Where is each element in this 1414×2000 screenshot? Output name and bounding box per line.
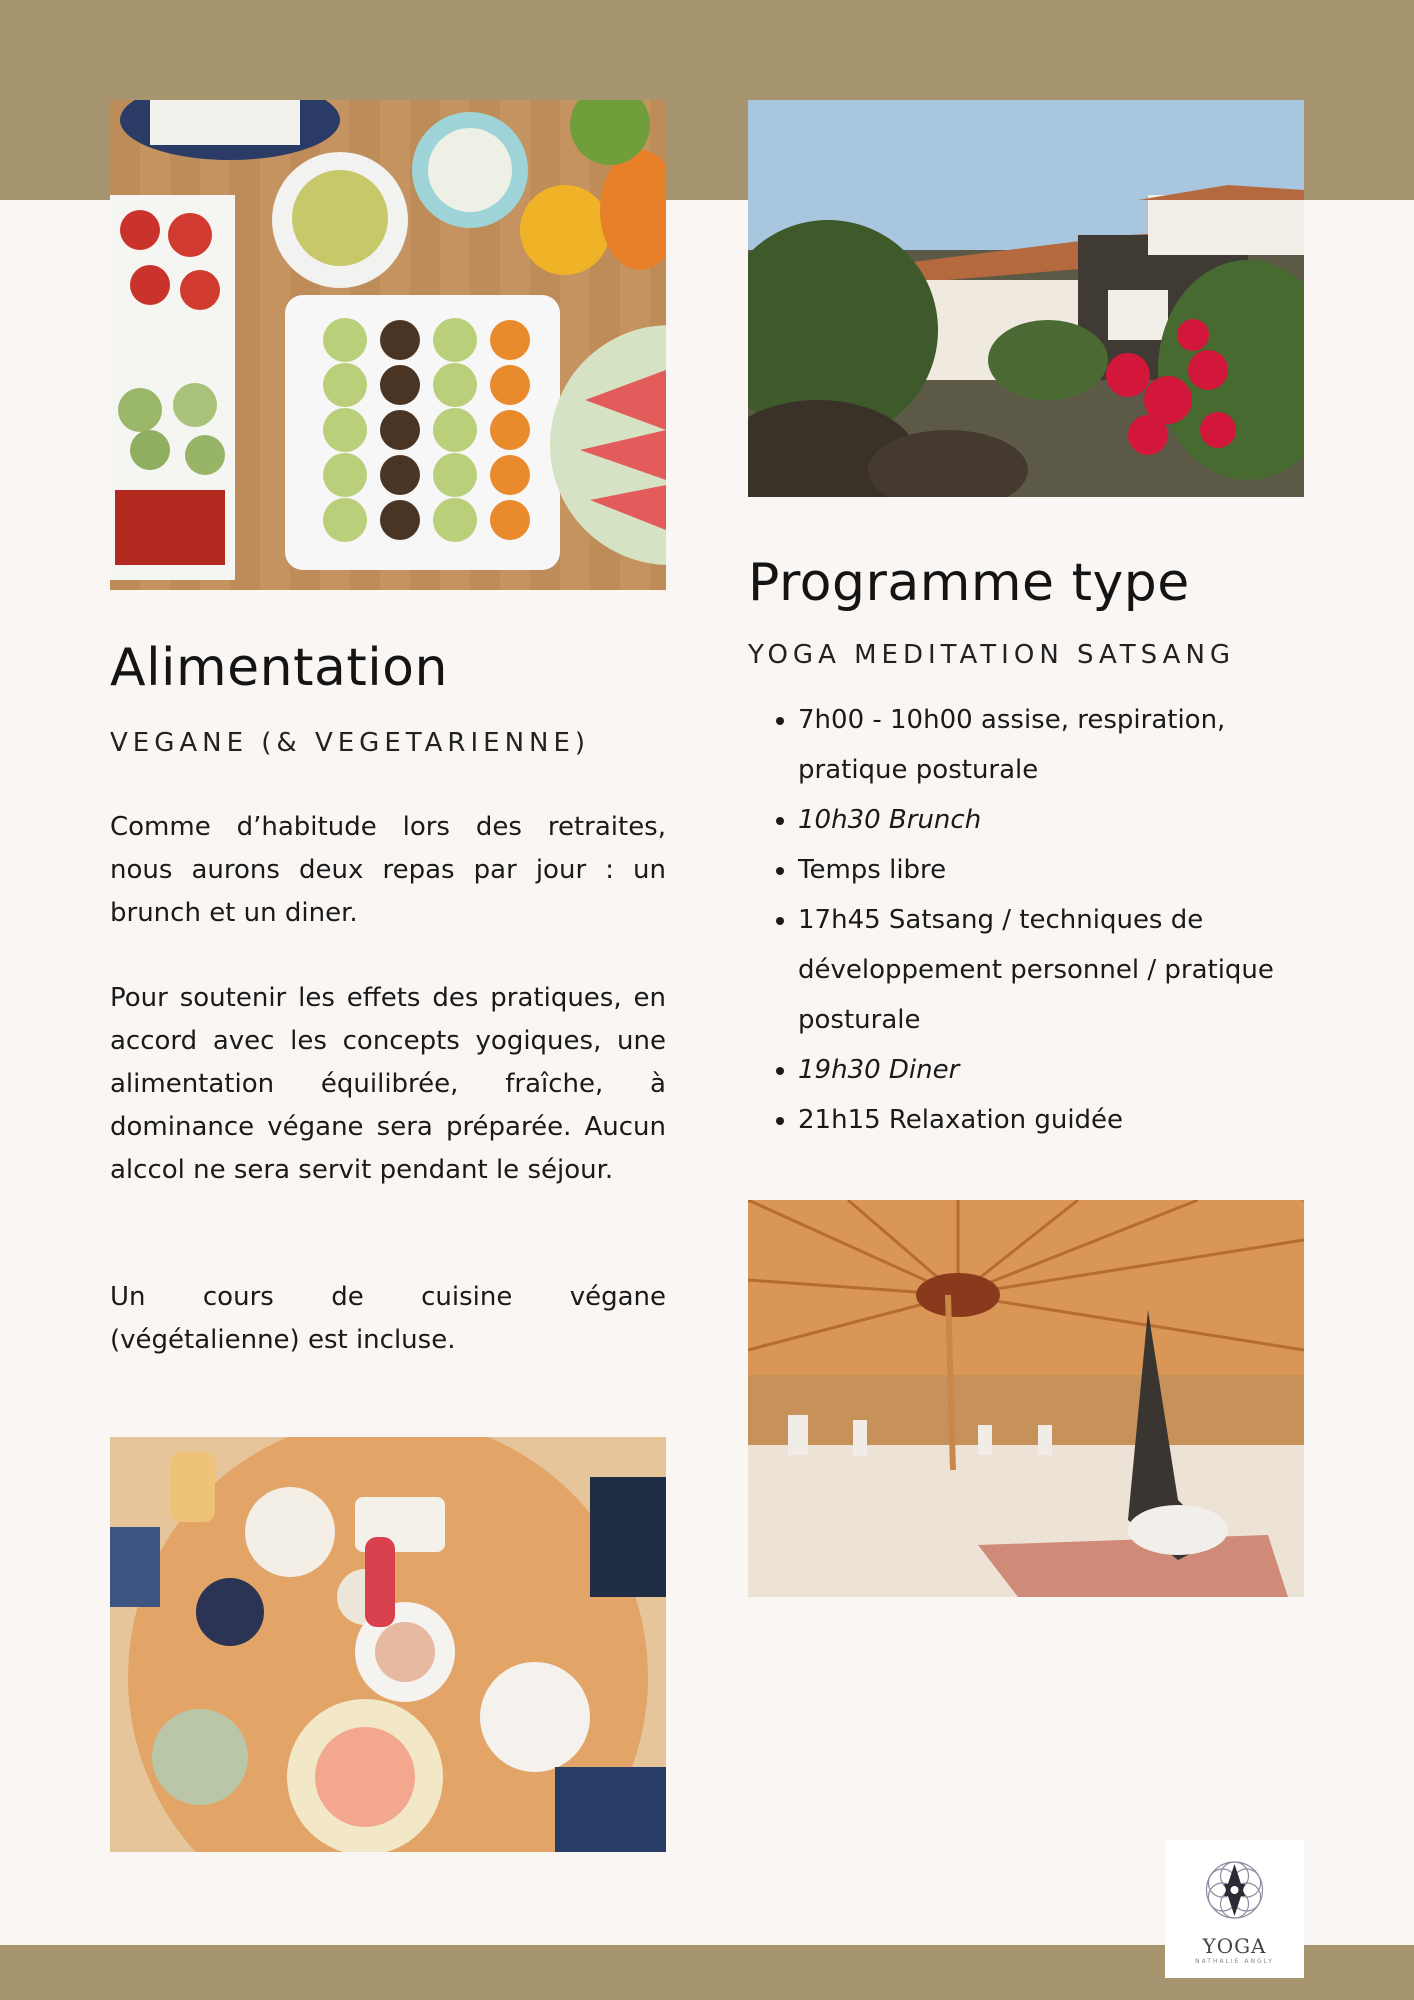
alimentation-paragraph-3: Un cours de cuisine végane (végétalienne) est incluse. [110, 1282, 666, 1355]
house-photo-illustration [748, 100, 1304, 497]
schedule-item: • 17h45 Satsang / techniques de développement personnel / pratique posturale [798, 895, 1304, 1045]
schedule-item: • 10h30 Brunch [798, 795, 1304, 845]
yoga-logo [1165, 1840, 1304, 1978]
alimentation-subtitle: VEGANE (& VEGETARIENNE) [110, 728, 591, 758]
alimentation-paragraph-2: Pour soutenir les effets des pratiques, en accord avec les concepts yogiques, une alimentation équilibrée, fraîche, à dominance végane sera préparée. Aucun alccol ne sera servit pendant le séjour. [110, 983, 666, 1185]
schedule-item: • 7h00 - 10h00 assise, respiration, pratique posturale [798, 695, 1304, 795]
food-photo-illustration [110, 100, 666, 590]
schedule-item: • 21h15 Relaxation guidée [798, 1095, 1304, 1145]
table-photo-illustration [110, 1437, 666, 1852]
alimentation-paragraph-1: Comme d’habitude lors des retraites, nous aurons deux repas par jour : un brunch et un diner. [110, 812, 666, 928]
yurt-photo [748, 1200, 1304, 1597]
house-photo [748, 100, 1304, 497]
table-photo [110, 1437, 666, 1852]
programme-subtitle: YOGA MEDITATION SATSANG [748, 640, 1236, 670]
food-photo [110, 100, 666, 590]
logo-subtitle: NATHALIE ANGLY [1195, 1958, 1274, 1965]
schedule-list [748, 695, 1304, 1145]
yurt-photo-illustration [748, 1200, 1304, 1597]
programme-title: Programme type [748, 553, 1190, 613]
alimentation-title: Alimentation [110, 638, 448, 698]
logo-word: YOGA [1202, 1934, 1267, 1958]
flower-of-life-icon [1165, 1840, 1304, 1934]
schedule-item: • 19h30 Diner [798, 1045, 1304, 1095]
schedule-item: • Temps libre [798, 845, 1304, 895]
